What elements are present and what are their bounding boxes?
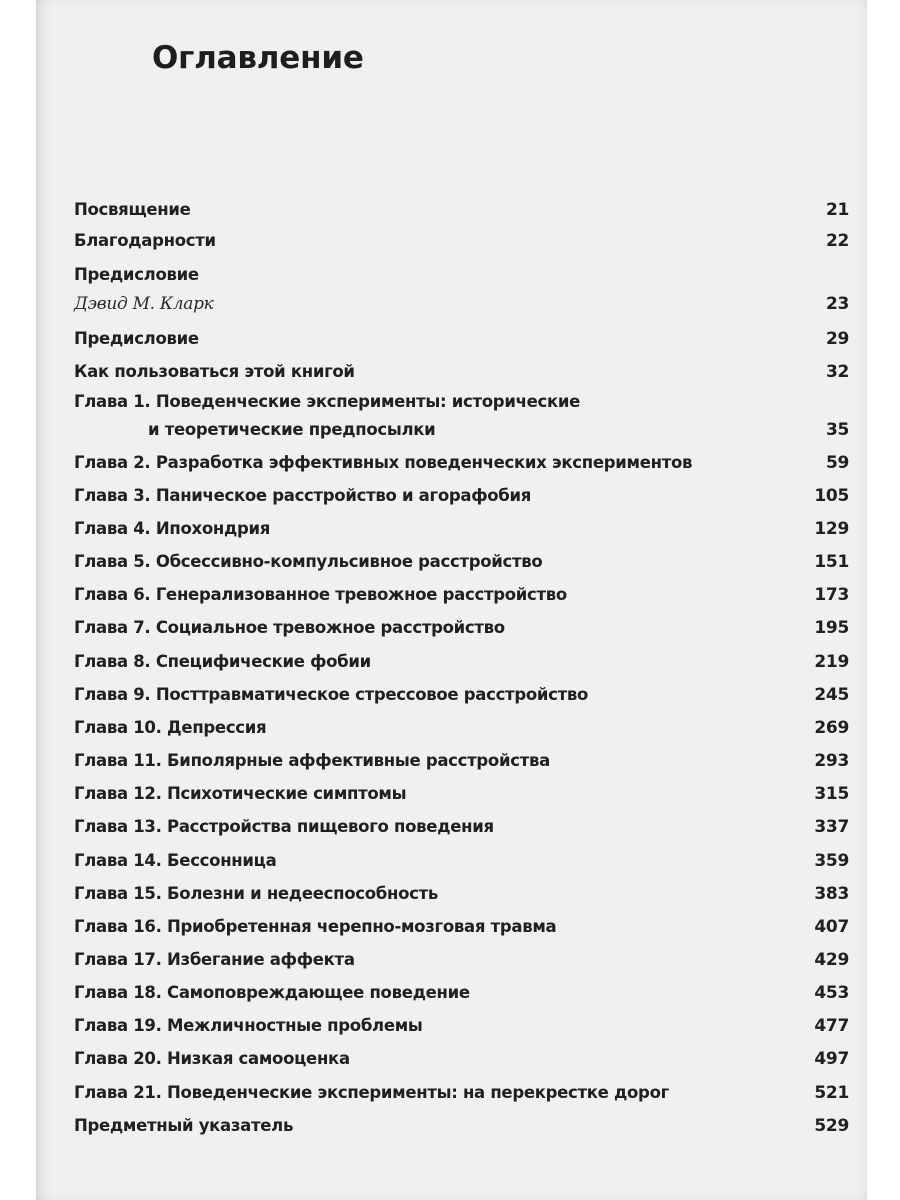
toc-entry-label: Глава 15. Болезни и недееспособность xyxy=(74,884,438,903)
toc-entry-label: Предметный указатель xyxy=(74,1116,294,1135)
toc-entry-label: Глава 9. Посттравматическое стрессовое расстройство xyxy=(74,685,589,704)
toc-entry-page-number: 21 xyxy=(825,200,849,220)
toc-entry-label: Глава 4. Ипохондрия xyxy=(74,519,271,538)
toc-entry-page-number: 497 xyxy=(814,1049,849,1069)
toc-entry-page-number: 359 xyxy=(814,851,849,871)
toc-entry-label: Предисловие xyxy=(74,329,199,348)
toc-entry-label: Глава 10. Депрессия xyxy=(74,718,267,737)
toc-entry-label: Глава 17. Избегание аффекта xyxy=(74,950,355,969)
toc-entry-label: Как пользоваться этой книгой xyxy=(74,362,355,381)
toc-entry-label: и теоретические предпосылки xyxy=(148,420,436,439)
toc-entry-page-number: 129 xyxy=(814,519,849,539)
toc-entry-label: Глава 7. Социальное тревожное расстройство xyxy=(74,618,505,637)
toc-entry-page-number: 22 xyxy=(825,231,849,251)
toc-entry-label: Глава 2. Разработка эффективных поведенческих экспериментов xyxy=(74,453,693,472)
toc-entry-label: Дэвид М. Кларк xyxy=(74,294,214,314)
toc-entry-page-number: 337 xyxy=(814,817,849,837)
toc-entry-page-number: 477 xyxy=(814,1016,849,1036)
toc-entry-label: Глава 8. Специфические фобии xyxy=(74,652,371,671)
toc-entry-label: Глава 14. Бессонница xyxy=(74,851,277,870)
toc-entry-page-number: 32 xyxy=(825,362,849,382)
toc-entry-label: Посвящение xyxy=(74,200,191,219)
toc-entry-label: Глава 20. Низкая самооценка xyxy=(74,1049,350,1068)
toc-entry-page-number: 23 xyxy=(825,294,849,314)
toc-entry-label: Глава 11. Биполярные аффективные расстройства xyxy=(74,751,550,770)
toc-entry-page-number: 453 xyxy=(814,983,849,1003)
toc-entry-page-number: 35 xyxy=(825,420,849,440)
toc-entry-page-number: 529 xyxy=(814,1116,849,1136)
toc-entry-label: Глава 18. Самоповреждающее поведение xyxy=(74,983,470,1002)
toc-entry-label: Глава 19. Межличностные проблемы xyxy=(74,1016,423,1035)
book-page xyxy=(36,0,867,1200)
toc-entry-page-number: 105 xyxy=(814,486,849,506)
toc-entry-page-number: 521 xyxy=(814,1083,849,1103)
toc-entry-label: Предисловие xyxy=(74,265,199,284)
toc-entry-page-number: 269 xyxy=(814,718,849,738)
toc-entry-page-number: 173 xyxy=(814,585,849,605)
toc-entry-label: Глава 1. Поведенческие эксперименты: исторические xyxy=(74,392,581,411)
toc-entry-label: Глава 16. Приобретенная черепно-мозговая травма xyxy=(74,917,557,936)
toc-entry-label: Глава 5. Обсессивно-компульсивное расстройство xyxy=(74,552,543,571)
toc-entry-label: Глава 13. Расстройства пищевого поведения xyxy=(74,817,494,836)
toc-entry-page-number: 219 xyxy=(814,652,849,672)
toc-entry-label: Глава 12. Психотические симптомы xyxy=(74,784,407,803)
toc-entry-page-number: 293 xyxy=(814,751,849,771)
toc-entry-page-number: 407 xyxy=(814,917,849,937)
toc-entry-page-number: 59 xyxy=(825,453,849,473)
toc-entry-label: Благодарности xyxy=(74,231,216,250)
toc-entry-label: Глава 6. Генерализованное тревожное расстройство xyxy=(74,585,567,604)
toc-entry-page-number: 429 xyxy=(814,950,849,970)
page-title: Оглавление xyxy=(152,40,364,76)
toc-entry-page-number: 151 xyxy=(814,552,849,572)
toc-entry-label: Глава 3. Паническое расстройство и агорафобия xyxy=(74,486,532,505)
toc-entry-page-number: 29 xyxy=(825,329,849,349)
toc-entry-label: Глава 21. Поведенческие эксперименты: на перекрестке дорог xyxy=(74,1083,669,1102)
table-of-contents xyxy=(36,0,867,1200)
toc-entry-page-number: 315 xyxy=(814,784,849,804)
toc-entry-page-number: 383 xyxy=(814,884,849,904)
toc-entry-page-number: 245 xyxy=(814,685,849,705)
toc-entry-page-number: 195 xyxy=(814,618,849,638)
